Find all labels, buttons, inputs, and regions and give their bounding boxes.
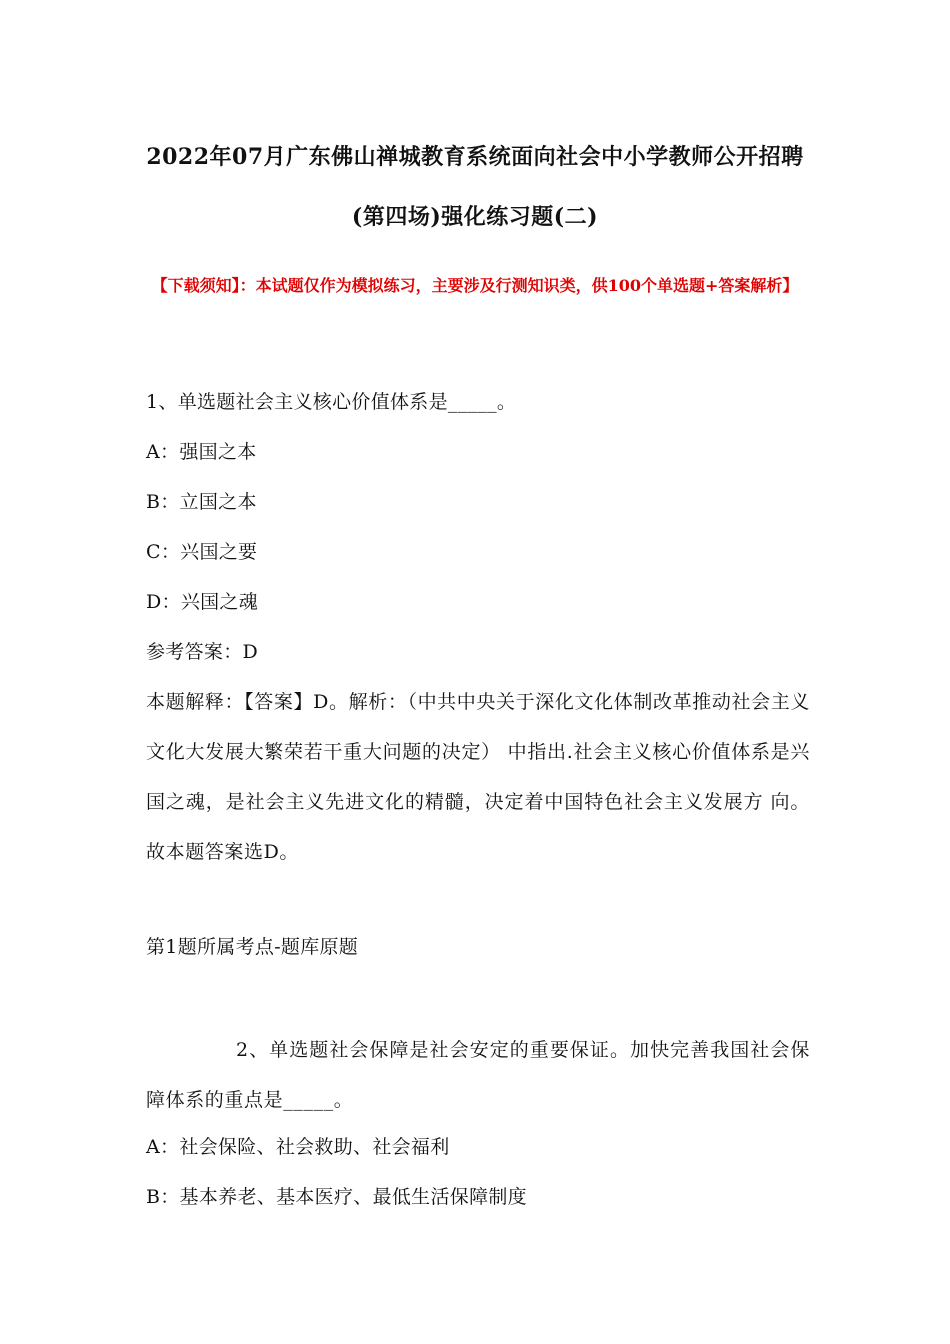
- question-1-knowledge-point: 第1题所属考点-题库原题: [146, 936, 359, 958]
- question-1-option-a: A：强国之本: [146, 441, 257, 463]
- question-1-option-c: C：兴国之要: [146, 541, 258, 563]
- question-1-option-b: B：立国之本: [146, 491, 257, 513]
- question-2-stem: 2、单选题社会保障是社会安定的重要保证。加快完善我国社会保障体系的重点是_____。: [146, 1039, 810, 1111]
- question-1-answer: 参考答案：D: [146, 641, 259, 663]
- document-title: 2022年07月广东佛山禅城教育系统面向社会中小学教师公开招聘(第四场)强化练习题(二): [146, 144, 804, 230]
- question-1-explanation: 本题解释：【答案】D。解析：（中共中央关于深化文化体制改革推动社会主义文化大发展大繁荣若干重大问题的决定） 中指出.社会主义核心价值体系是兴国之魂，是社会主义先进文化的精髓，决定着中国特色社会主义发展方 向。故本题答案选D。: [146, 691, 810, 863]
- question-1-stem: 1、单选题社会主义核心价值体系是_____。: [146, 391, 517, 413]
- question-2-option-b: B：基本养老、基本医疗、最低生活保障制度: [146, 1186, 527, 1208]
- download-notice: 【下载须知】：本试题仅作为模拟练习，主要涉及行测知识类，供100个单选题+答案解析】: [151, 276, 799, 295]
- question-2-option-a: A：社会保险、社会救助、社会福利: [146, 1136, 450, 1158]
- question-1-option-d: D：兴国之魂: [146, 591, 259, 613]
